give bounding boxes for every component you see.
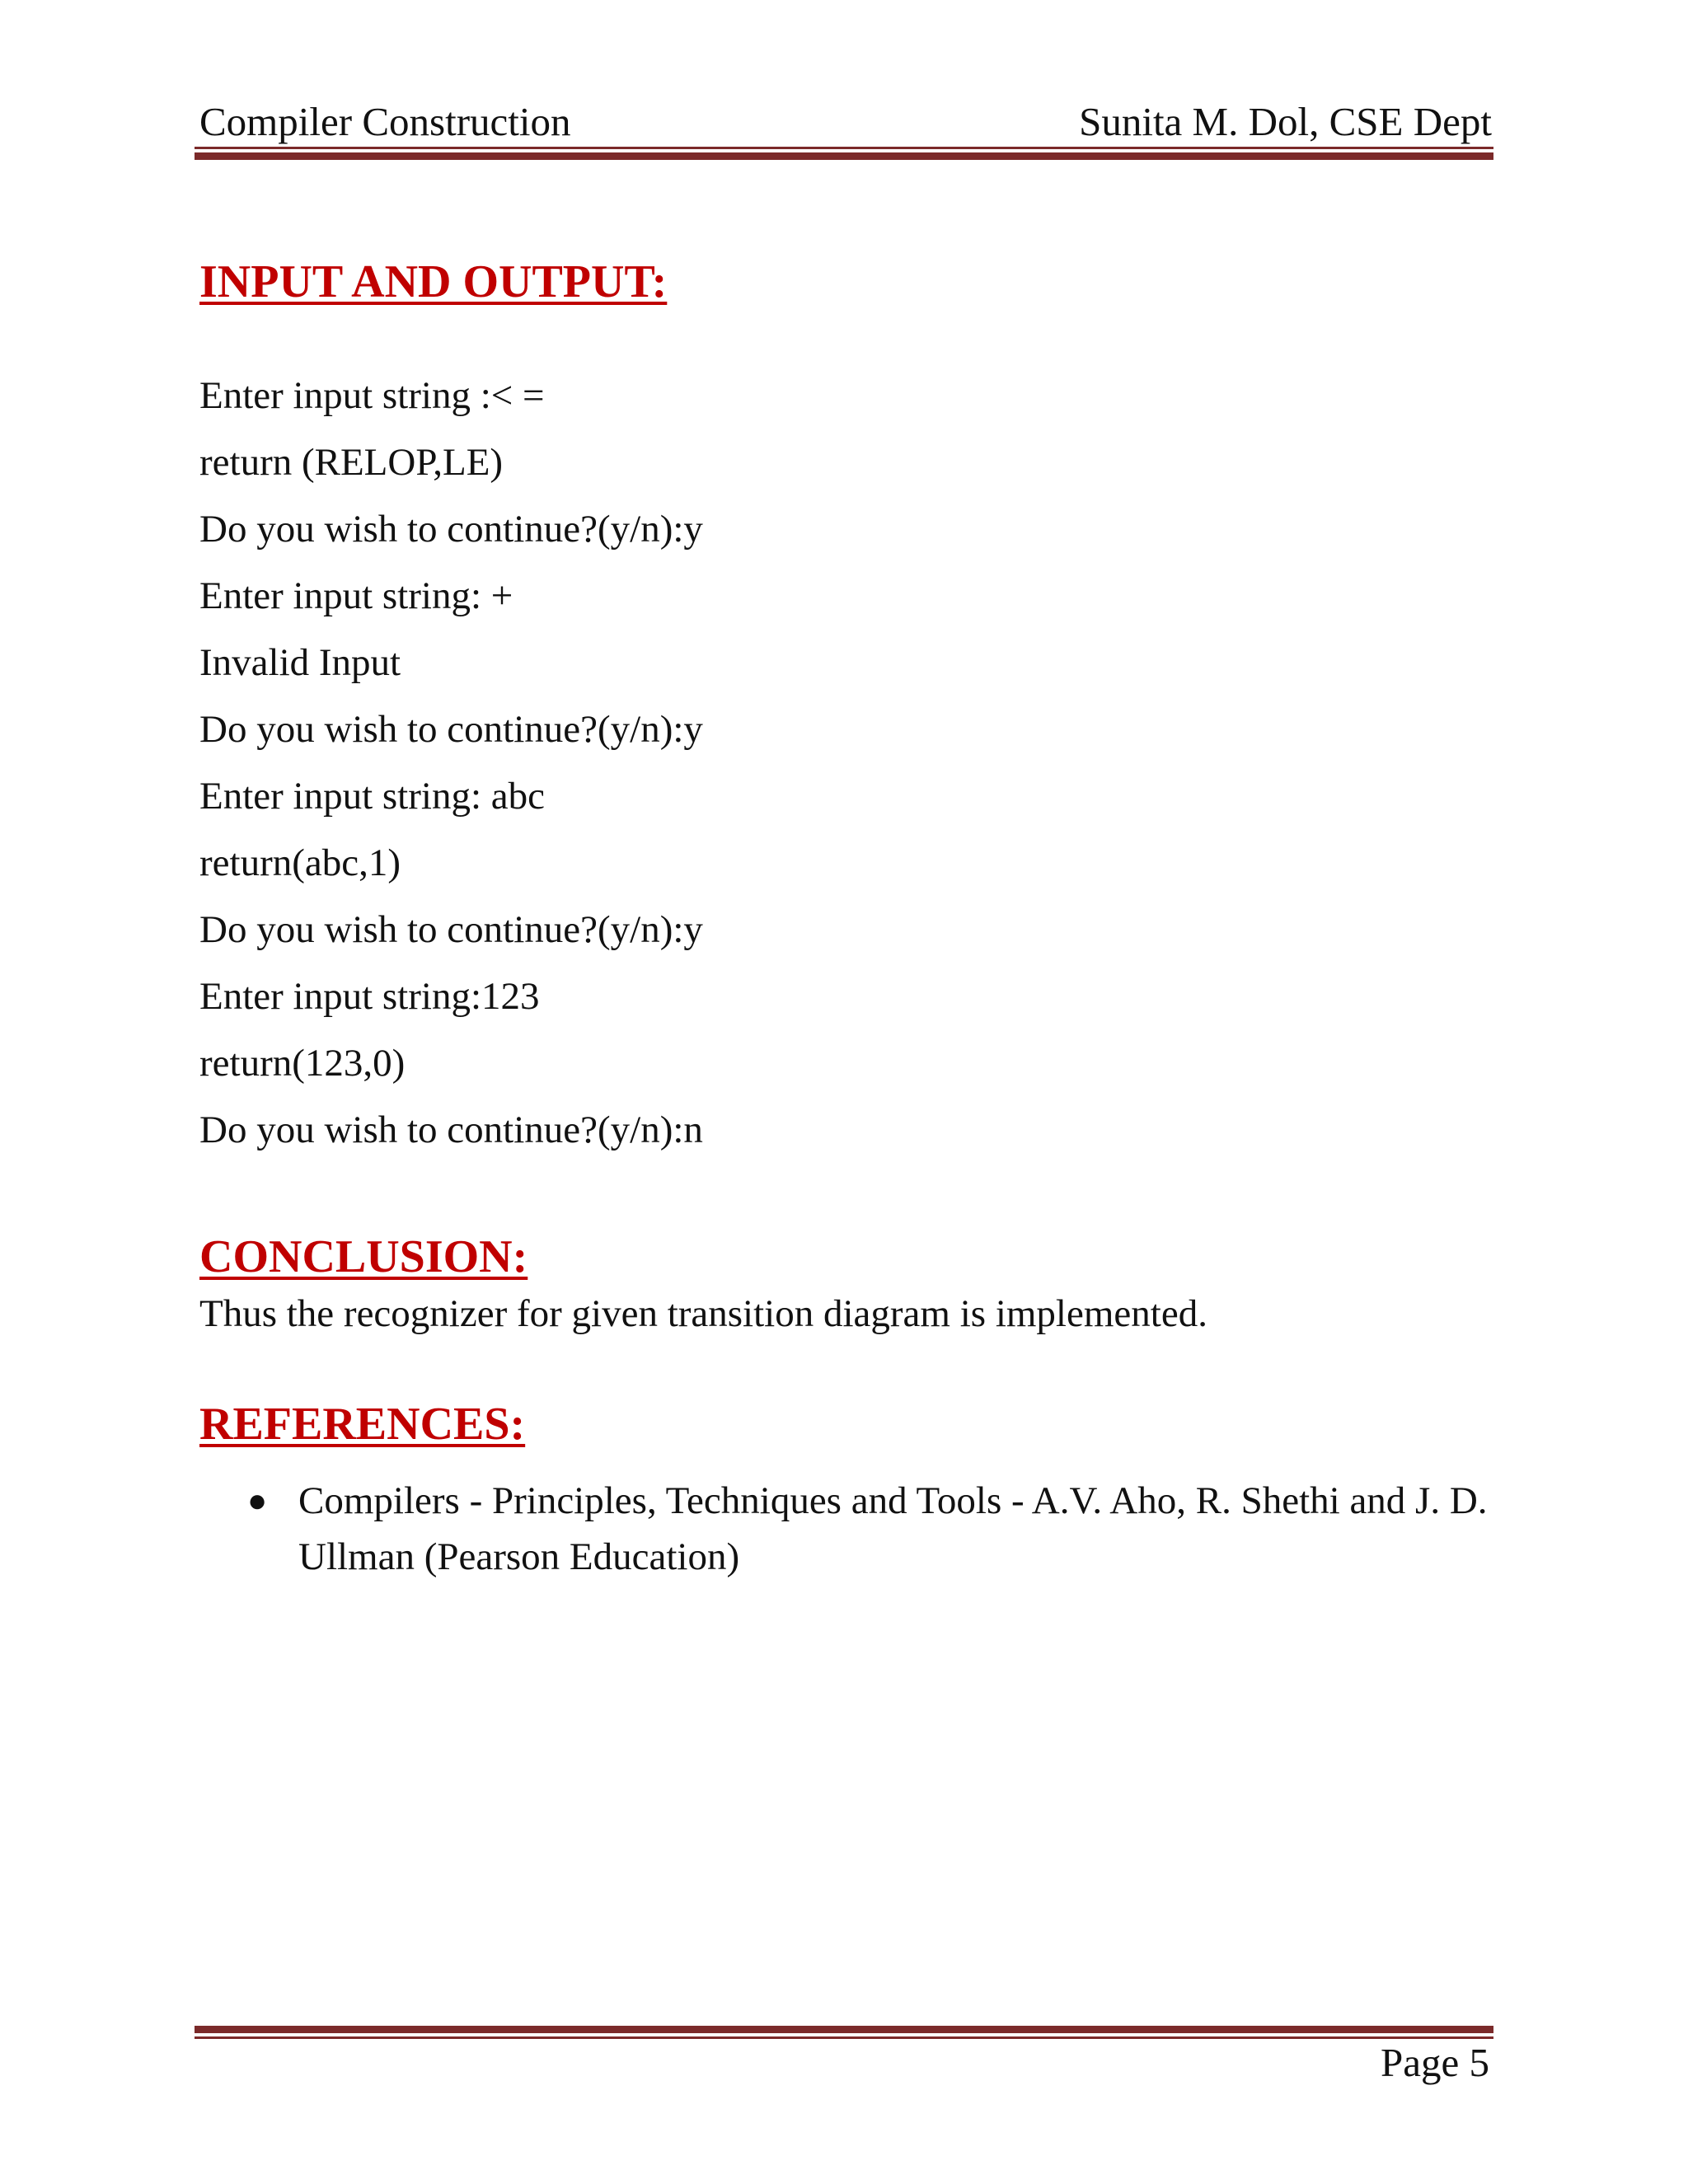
io-line: Enter input string: abc <box>199 775 545 818</box>
header-rule <box>195 147 1493 160</box>
io-line: return(abc,1) <box>199 841 401 884</box>
reference-item <box>199 1473 1510 1585</box>
io-line: Enter input string: + <box>199 574 513 617</box>
io-line: Invalid Input <box>199 641 401 684</box>
references-heading: REFERENCES: <box>199 1399 526 1450</box>
header-author: Sunita M. Dol, CSE Dept <box>1079 99 1492 144</box>
io-line: Enter input string:123 <box>199 975 540 1018</box>
page-number: Page 5 <box>1381 2040 1489 2085</box>
input-output-lines <box>199 371 703 1172</box>
conclusion-heading: CONCLUSION: <box>199 1231 528 1282</box>
io-line: Do you wish to continue?(y/n):y <box>199 708 703 751</box>
input-output-heading: INPUT AND OUTPUT: <box>199 256 668 307</box>
io-line: Do you wish to continue?(y/n):y <box>199 908 703 951</box>
io-line: Do you wish to continue?(y/n):y <box>199 508 703 551</box>
io-line: Do you wish to continue?(y/n):n <box>199 1108 703 1151</box>
conclusion-text: Thus the recognizer for given transition diagram is implemented. <box>199 1292 1207 1335</box>
references-list <box>199 1473 1510 1585</box>
reference-text: Compilers - Principles, Techniques and Tools - A.V. Aho, R. Shethi and J. D. Ullman (Pearson Education) <box>298 1479 1488 1578</box>
bullet-icon: ● <box>247 1482 268 1519</box>
io-line: Enter input string :< = <box>199 374 545 417</box>
page-header <box>199 95 1492 149</box>
footer-rule <box>195 2026 1493 2039</box>
io-line: return (RELOP,LE) <box>199 441 504 484</box>
io-line: return(123,0) <box>199 1042 406 1085</box>
header-course-title: Compiler Construction <box>199 99 571 144</box>
